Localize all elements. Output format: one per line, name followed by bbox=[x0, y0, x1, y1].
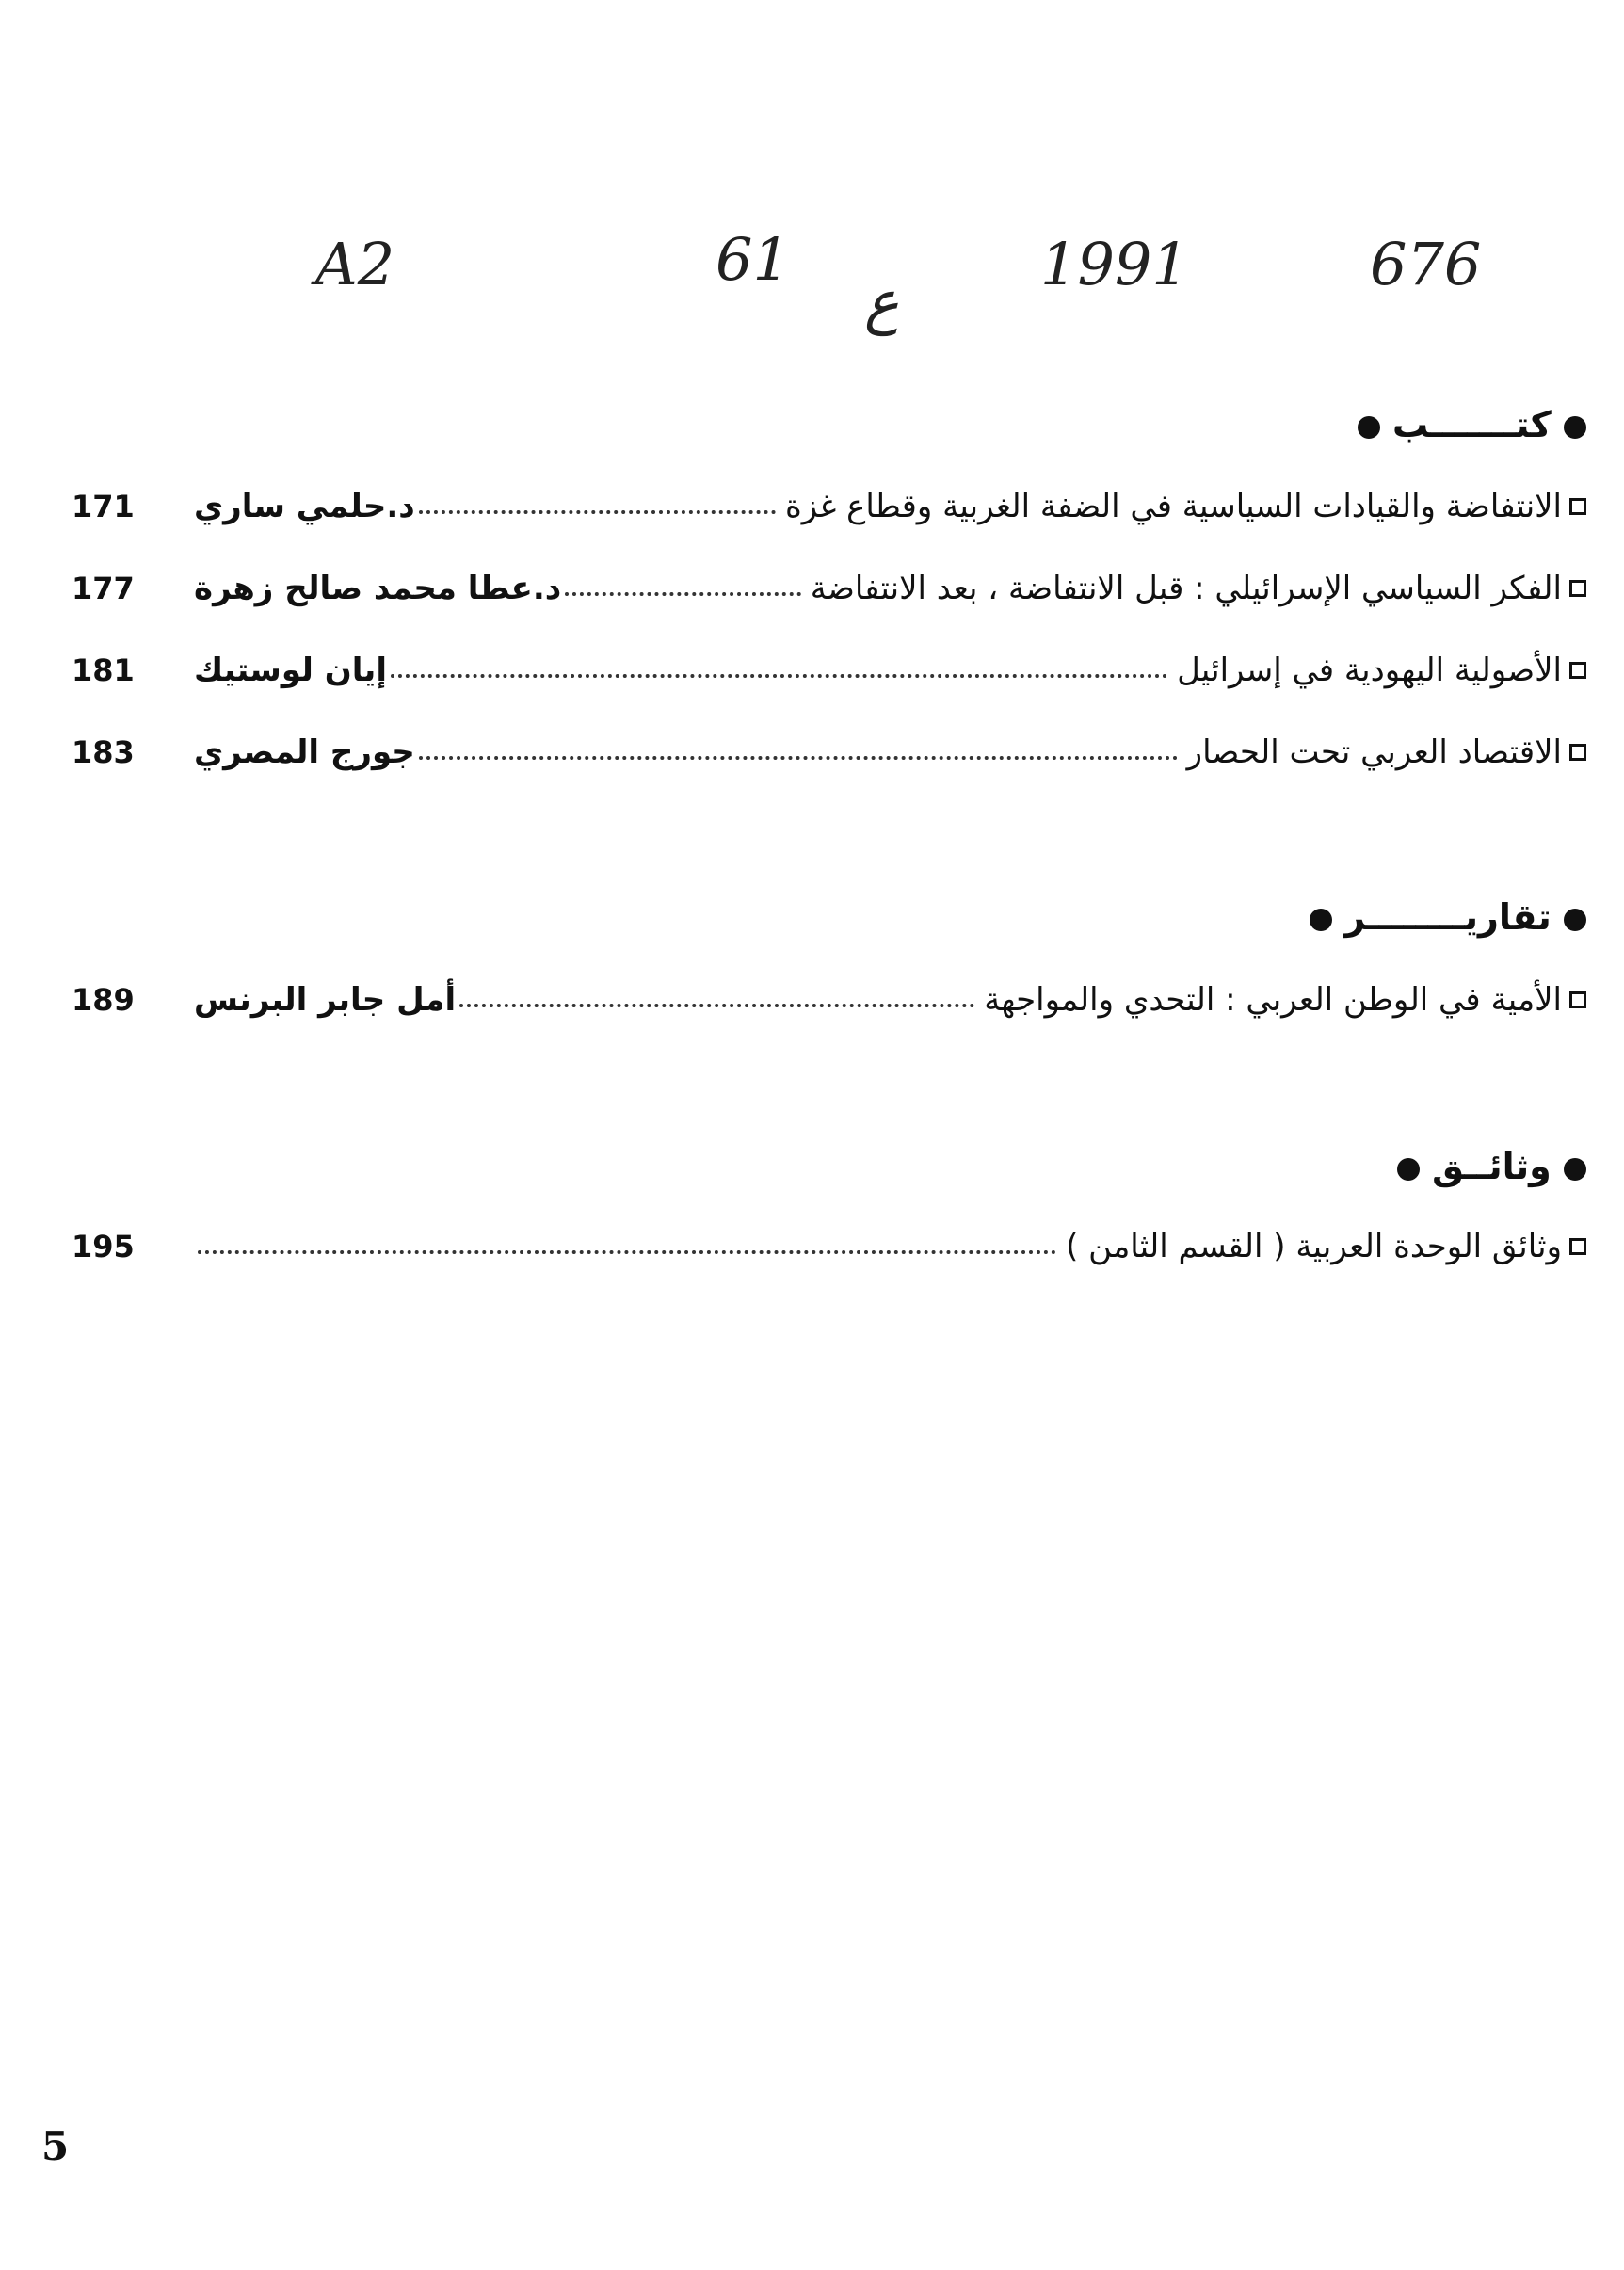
entry-title: الاقتصاد العربي تحت الحصار bbox=[1186, 733, 1562, 771]
handwritten-note-61: 61 bbox=[716, 225, 790, 294]
toc-entry[interactable] bbox=[72, 484, 1586, 529]
checkbox-square-icon bbox=[1569, 662, 1586, 679]
entry-page: 181 bbox=[72, 652, 135, 688]
dot-leader bbox=[565, 592, 800, 596]
section-heading-documents bbox=[1397, 1146, 1586, 1187]
entry-page: 177 bbox=[72, 571, 135, 606]
checkbox-square-icon bbox=[1569, 1238, 1586, 1255]
entry-page: 195 bbox=[72, 1229, 135, 1264]
entry-page: 189 bbox=[72, 982, 135, 1018]
page-number: 5 bbox=[41, 2123, 70, 2169]
dot-leader bbox=[459, 1004, 974, 1007]
toc-entry[interactable] bbox=[72, 730, 1586, 775]
bullet-icon bbox=[1397, 1158, 1420, 1181]
checkbox-square-icon bbox=[1569, 744, 1586, 761]
bullet-icon bbox=[1310, 909, 1332, 931]
entry-title: وثائق الوحدة العربية ( القسم الثامن ) bbox=[1066, 1228, 1562, 1265]
checkbox-square-icon bbox=[1569, 498, 1586, 515]
checkbox-square-icon bbox=[1569, 580, 1586, 597]
entry-page: 183 bbox=[72, 734, 135, 770]
section-heading-label: كتـــــــب bbox=[1392, 404, 1552, 445]
handwritten-note-1991: 1991 bbox=[1040, 230, 1189, 298]
section-heading-books bbox=[1358, 404, 1586, 445]
bullet-icon bbox=[1564, 909, 1586, 931]
toc-entry[interactable] bbox=[72, 648, 1586, 693]
entry-author: د.عطا محمد صالح زهرة bbox=[194, 570, 562, 607]
toc-entry[interactable] bbox=[72, 566, 1586, 611]
dot-leader bbox=[391, 674, 1167, 678]
checkbox-square-icon bbox=[1569, 991, 1586, 1008]
dot-leader bbox=[419, 756, 1178, 760]
bullet-icon bbox=[1358, 416, 1380, 439]
section-heading-label: وثائــق bbox=[1432, 1146, 1552, 1187]
toc-entry[interactable] bbox=[72, 977, 1586, 1022]
entry-title: الأمية في الوطن العربي : التحدي والمواجهة bbox=[984, 981, 1562, 1019]
entry-page: 171 bbox=[72, 489, 135, 524]
dot-leader bbox=[419, 510, 776, 514]
entry-title: الأصولية اليهودية في إسرائيل bbox=[1177, 652, 1562, 689]
toc-entry[interactable] bbox=[72, 1224, 1586, 1269]
handwritten-note-676: 676 bbox=[1370, 230, 1482, 298]
entry-author: إيان لوستيك bbox=[194, 652, 387, 689]
section-heading-label: تقاريــــــــر bbox=[1344, 896, 1552, 938]
entry-author: جورج المصري bbox=[194, 733, 415, 771]
handwritten-note-a2: A2 bbox=[315, 230, 395, 298]
bullet-icon bbox=[1564, 416, 1586, 439]
entry-title: الفكر السياسي الإسرائيلي : قبل الانتفاضة ، بعد الانتفاضة bbox=[810, 570, 1562, 607]
handwritten-note-ain: ع bbox=[864, 267, 899, 336]
entry-author: أمل جابر البرنس bbox=[194, 981, 457, 1019]
section-heading-reports bbox=[1310, 896, 1586, 938]
entry-author: د.حلمي ساري bbox=[194, 488, 415, 525]
bullet-icon bbox=[1564, 1158, 1586, 1181]
entry-title: الانتفاضة والقيادات السياسية في الضفة الغربية وقطاع غزة bbox=[784, 488, 1562, 525]
dot-leader bbox=[198, 1250, 1056, 1254]
